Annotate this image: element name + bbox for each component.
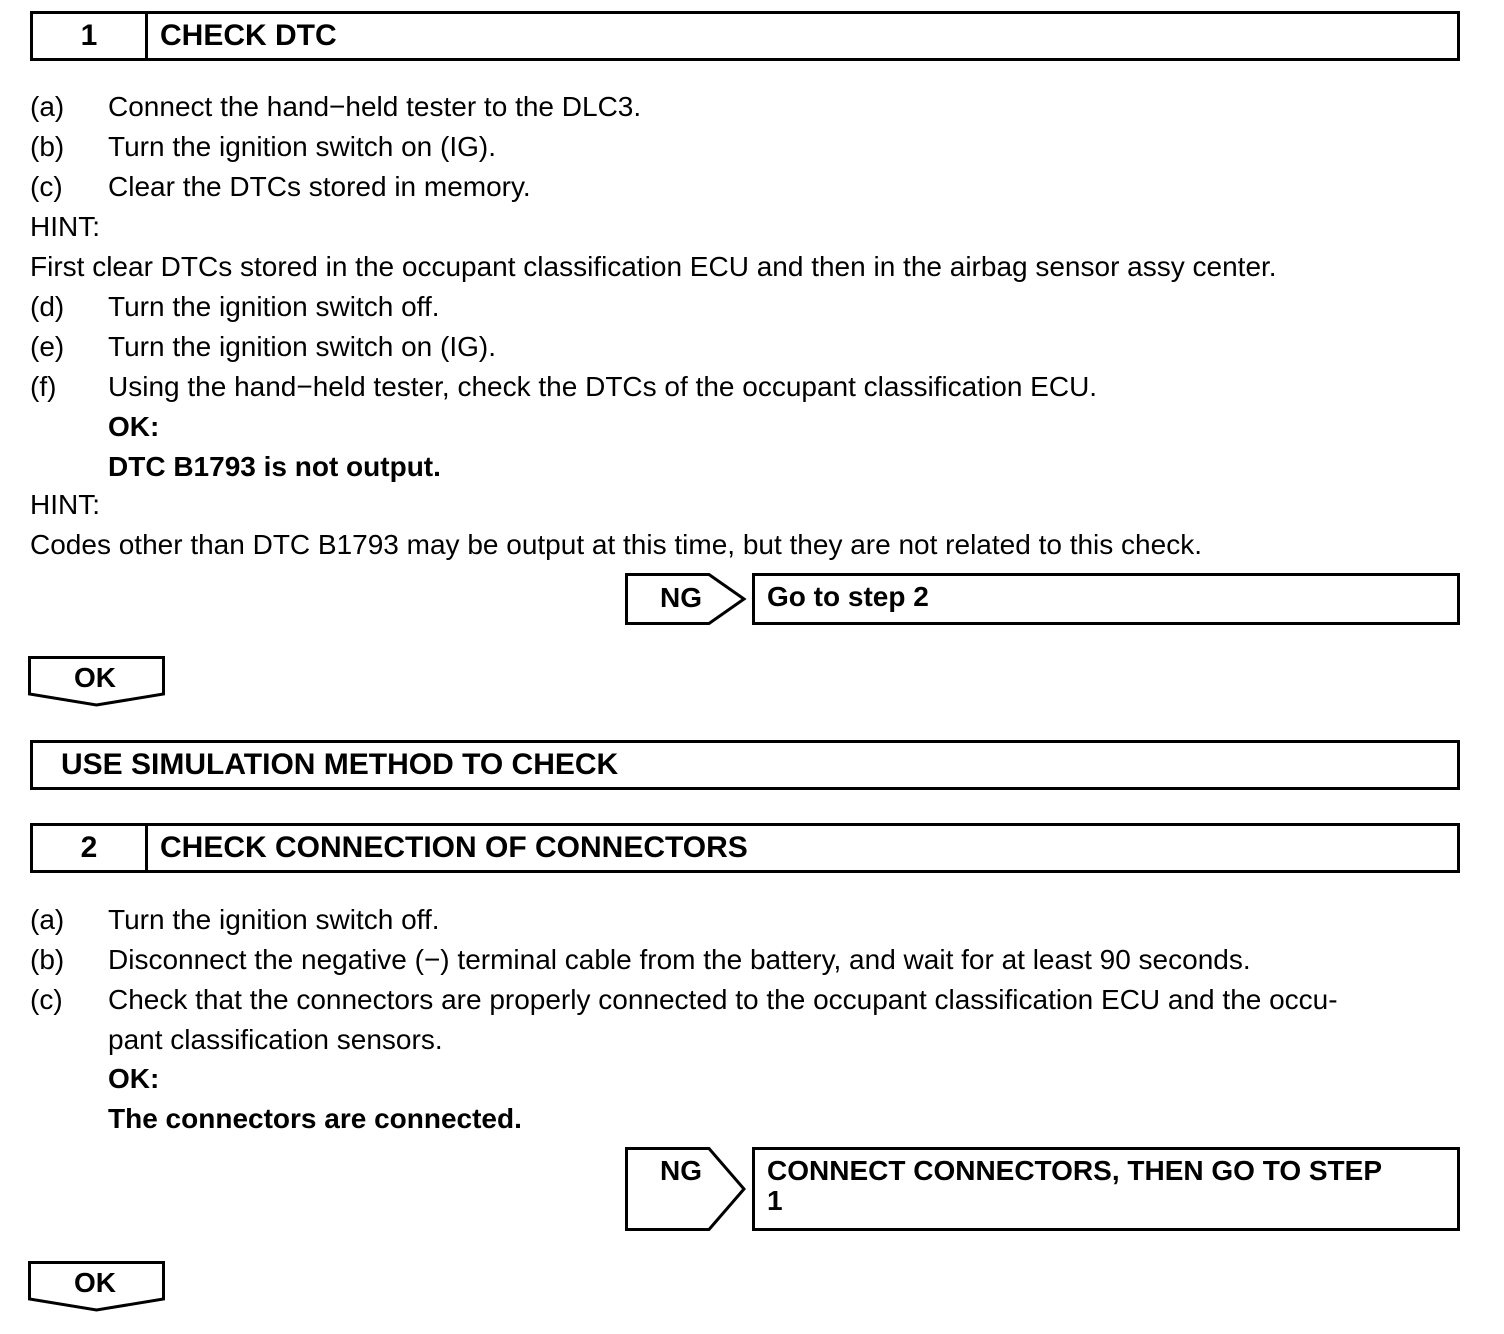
step1-item-e-label: (e): [30, 331, 65, 362]
step1-item-f: [30, 367, 1097, 407]
step1-header: [30, 11, 1460, 61]
step2-item-b: [30, 940, 1251, 980]
step1-hint2-text: Codes other than DTC B1793 may be output at this time, but they are not related to this check.: [30, 529, 1202, 560]
step1-ok-text: DTC B1793 is not output.: [108, 451, 441, 482]
step2-ok-flow-label: OK: [74, 1267, 116, 1298]
step1-ok-label: OK:: [108, 411, 160, 442]
step1-ng-label: NG: [660, 582, 702, 613]
step2-ng-label: NG: [660, 1155, 702, 1186]
simulation-method-box: [30, 740, 1460, 790]
step1-item-f-text: Using the hand−held tester, check the DTCs of the occupant classification ECU.: [108, 371, 1098, 402]
step2-ok-text: The connectors are connected.: [108, 1103, 522, 1134]
step1-title: CHECK DTC: [160, 19, 337, 52]
step1-ng-destination-box: [752, 573, 1460, 625]
step1-ok-flow-label: OK: [74, 662, 116, 693]
step1-item-b-label: (b): [30, 131, 65, 162]
step1-item-a-text: Connect the hand−held tester to the DLC3.: [108, 91, 642, 122]
step1-item-d: [30, 287, 440, 327]
step1-ok-flow: [28, 656, 166, 708]
step2-item-c-continued: pant classification sensors.: [108, 1024, 443, 1055]
step1-item-c: [30, 167, 531, 207]
step1-item-f-label: (f): [30, 371, 57, 402]
step2-item-a: [30, 900, 440, 940]
step1-item-c-text: Clear the DTCs stored in memory.: [108, 171, 531, 202]
step2-item-c-label: (c): [30, 984, 63, 1015]
step2-item-c-text: Check that the connectors are properly connected to the occupant classification ECU and the occu-: [108, 984, 1338, 1015]
step1-ng-destination: Go to step 2: [767, 581, 929, 612]
step1-item-b-text: Turn the ignition switch on (IG).: [108, 131, 497, 162]
step2-item-a-label: (a): [30, 904, 65, 935]
step1-item-c-label: (c): [30, 171, 63, 202]
step1-hint2-label: HINT:: [30, 489, 100, 520]
step2-number: 2: [33, 826, 148, 870]
step1-hint1-text: First clear DTCs stored in the occupant classification ECU and then in the airbag sensor assy center.: [30, 251, 1277, 282]
step1-item-e: [30, 327, 496, 367]
step2-item-a-text: Turn the ignition switch off.: [108, 904, 440, 935]
step2-item-c: [30, 980, 1338, 1020]
step1-item-b: [30, 127, 496, 167]
step2-header: [30, 823, 1460, 873]
step1-item-d-label: (d): [30, 291, 65, 322]
step1-item-d-text: Turn the ignition switch off.: [108, 291, 440, 322]
step2-title: CHECK CONNECTION OF CONNECTORS: [160, 831, 748, 864]
step2-ng-destination-line2: 1: [767, 1185, 783, 1216]
step2-ng-arrow: [625, 1147, 749, 1231]
step1-number: 1: [33, 14, 148, 58]
step2-ok-label: OK:: [108, 1063, 160, 1094]
step2-ng-destination-line1: CONNECT CONNECTORS, THEN GO TO STEP: [767, 1155, 1383, 1186]
step2-item-b-label: (b): [30, 944, 65, 975]
step1-item-a-label: (a): [30, 91, 65, 122]
step2-ok-flow: [28, 1261, 166, 1313]
simulation-method-text: USE SIMULATION METHOD TO CHECK: [61, 748, 619, 781]
step1-item-a: [30, 87, 641, 127]
step1-hint1-label: HINT:: [30, 211, 100, 242]
step1-item-e-text: Turn the ignition switch on (IG).: [108, 331, 497, 362]
step2-ng-destination-box: [752, 1147, 1460, 1231]
step1-ng-arrow: [625, 573, 749, 625]
step2-item-b-text: Disconnect the negative (−) terminal cable from the battery, and wait for at least 90 seconds.: [108, 944, 1251, 975]
